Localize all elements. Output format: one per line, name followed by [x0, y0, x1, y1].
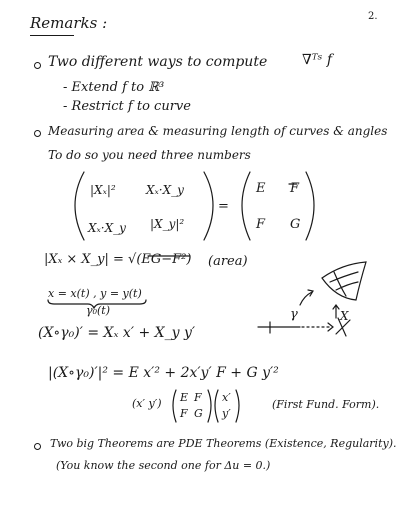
- bullet3-line1: Two big Theorems are PDE Theorems (Existence, Regularity).: [50, 437, 397, 450]
- bullet2-line2: To do so you need three numbers: [48, 148, 251, 162]
- left-matrix-open-paren: [75, 172, 84, 240]
- row-vector: (x′ y′): [132, 397, 162, 410]
- nabla-formula: ∇ᵀˢ f: [302, 52, 333, 68]
- fff-matrix-e: E: [180, 391, 189, 404]
- matrix-left-a22: |X_y|²: [150, 217, 185, 231]
- bullet1-sub-extend: - Extend f to ℝ³: [63, 80, 165, 95]
- surface-patch: [322, 262, 366, 300]
- underbrace: [48, 300, 146, 308]
- curve-name: γ₀(t): [86, 304, 110, 317]
- fff-matrix-f1: F: [194, 391, 202, 404]
- area-formula: |Xₓ × X_y| = √(EG−F²): [44, 252, 192, 267]
- bullet1-text: Two different ways to compute: [48, 54, 268, 70]
- speed-formula: |(X∘γ₀)′|² = E x′² + 2x′y′ F + G y′²: [48, 365, 279, 381]
- right-matrix-open-paren: [242, 172, 250, 240]
- matrix-right-e: E: [256, 181, 266, 196]
- matrix-right-f1: F: [290, 181, 300, 196]
- fff-label: (First Fund. Form).: [272, 398, 380, 411]
- matrix-left-a11: |Xₓ|²: [90, 183, 116, 197]
- matrix-right-g: G: [290, 217, 301, 232]
- page-title: Remarks :: [30, 14, 108, 32]
- left-matrix-close-paren: [204, 172, 213, 240]
- bullet3-line2: (You know the second one for Δu = 0.): [56, 459, 271, 472]
- matrix-right-f2: F: [256, 217, 266, 232]
- curve-param: x = x(t) , y = y(t): [48, 287, 142, 300]
- matrix-left-a21: Xₓ·X_y: [88, 221, 126, 235]
- page-number: 2.: [368, 11, 378, 22]
- area-label: (area): [208, 254, 248, 269]
- fff-matrix-g: G: [194, 407, 203, 420]
- sketch-gamma-label: γ: [290, 307, 298, 322]
- matrix-left-a12: Xₓ·X_y: [146, 183, 184, 197]
- fff-col-y: y′: [222, 407, 231, 420]
- bullet1-sub-restrict: - Restrict f to curve: [63, 99, 191, 114]
- sketch-x-label: X: [340, 309, 349, 323]
- fff-col-x: x′: [222, 391, 231, 404]
- derivative-formula: (X∘γ₀)′ = Xₓ x′ + X_y y′: [38, 325, 196, 341]
- bullet2-line1: Measuring area & measuring length of curves & angles: [48, 124, 388, 138]
- matrix-equals: =: [218, 199, 229, 214]
- fff-matrix-f2: F: [180, 407, 188, 420]
- right-matrix-close-paren: [306, 172, 314, 240]
